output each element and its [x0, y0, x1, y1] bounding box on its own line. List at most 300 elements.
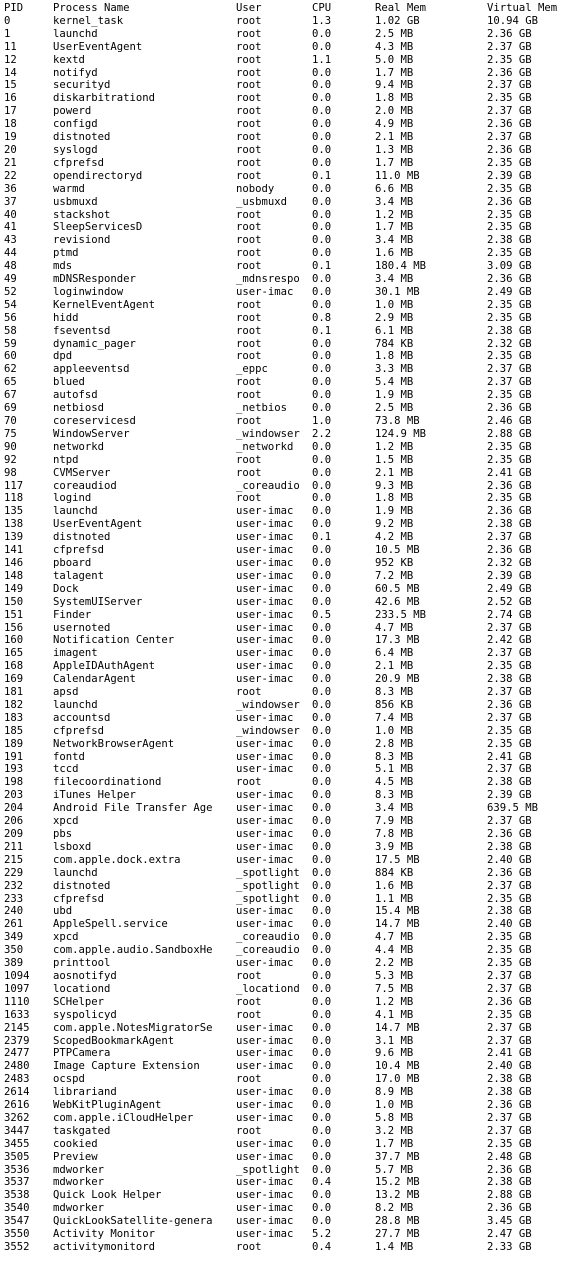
user-cell: user-imac	[236, 1228, 294, 1241]
real-mem-cell: 233.5 MB	[375, 608, 427, 621]
real-mem-cell: 1.8 MB	[375, 92, 414, 105]
table-row[interactable]	[0, 841, 575, 854]
virtual-mem-cell: 2.46 GB	[487, 415, 532, 427]
process-name-cell: accountsd	[53, 711, 111, 724]
virtual-mem-cell: 2.38 GB	[487, 234, 532, 247]
pid-cell: 1633	[4, 1008, 30, 1021]
table-row[interactable]	[0, 67, 575, 80]
user-cell: _eppc	[236, 363, 268, 376]
table-row[interactable]	[0, 260, 575, 273]
process-name-cell: launchd	[53, 698, 98, 711]
cpu-cell: 0.0	[312, 698, 332, 711]
table-row[interactable]	[0, 583, 575, 596]
process-name-cell: logind	[53, 492, 92, 505]
table-row[interactable]	[0, 789, 575, 802]
pid-cell: 193	[4, 763, 24, 776]
table-row[interactable]	[0, 931, 575, 944]
process-name-cell: syspolicyd	[53, 1008, 117, 1021]
user-cell: user-imac	[236, 1189, 294, 1202]
cpu-cell: 0.0	[312, 247, 332, 260]
user-cell: root	[236, 1241, 262, 1253]
table-row[interactable]	[0, 725, 575, 738]
process-name-cell: stackshot	[53, 208, 111, 221]
table-row[interactable]	[0, 325, 575, 338]
pid-cell: 48	[4, 260, 17, 273]
table-row[interactable]	[0, 763, 575, 776]
table-row[interactable]	[0, 957, 575, 970]
pid-cell: 160	[4, 634, 24, 647]
cpu-cell: 0.0	[312, 1060, 332, 1073]
process-name-cell: printtool	[53, 957, 111, 970]
real-mem-cell: 4.9 MB	[375, 118, 414, 131]
virtual-mem-cell: 3.45 GB	[487, 1215, 532, 1228]
process-name-cell: com.apple.iCloudHelper	[53, 1111, 194, 1124]
table-row[interactable]	[0, 234, 575, 247]
table-row[interactable]	[0, 1073, 575, 1086]
table-row[interactable]	[0, 712, 575, 725]
pid-cell: 165	[4, 647, 24, 660]
cpu-cell: 0.0	[312, 544, 332, 557]
real-mem-cell: 30.1 MB	[375, 285, 420, 298]
cpu-cell: 0.0	[312, 724, 332, 737]
user-cell: user-imac	[236, 556, 294, 569]
user-cell: _coreaudio	[236, 944, 300, 957]
user-cell: root	[236, 776, 262, 789]
user-cell: root	[236, 324, 262, 337]
user-cell: user-imac	[236, 918, 294, 931]
table-row[interactable]	[0, 544, 575, 557]
table-row[interactable]	[0, 854, 575, 867]
process-name-cell: revisiond	[53, 234, 111, 247]
real-mem-cell: 3.3 MB	[375, 363, 414, 376]
table-row[interactable]	[0, 815, 575, 828]
table-row[interactable]	[0, 492, 575, 505]
real-mem-cell: 60.5 MB	[375, 582, 420, 595]
table-row[interactable]	[0, 867, 575, 880]
cpu-cell: 0.0	[312, 453, 332, 466]
virtual-mem-cell: 2.39 GB	[487, 789, 532, 802]
cpu-cell: 0.0	[312, 1099, 332, 1112]
table-row[interactable]	[0, 118, 575, 131]
pid-cell: 2145	[4, 1021, 30, 1034]
real-mem-cell: 1.1 MB	[375, 892, 414, 905]
process-name-cell: Notification Center	[53, 634, 175, 647]
pid-cell: 58	[4, 324, 17, 337]
table-row[interactable]	[0, 776, 575, 789]
pid-cell: 117	[4, 479, 24, 492]
table-row[interactable]	[0, 28, 575, 41]
table-row[interactable]	[0, 350, 575, 363]
process-name-cell: AppleIDAuthAgent	[53, 660, 156, 673]
process-name-cell: cfprefsd	[53, 156, 105, 169]
cpu-cell: 0.0	[312, 518, 332, 531]
column-header-cpu[interactable]: CPU	[312, 2, 332, 14]
user-cell: root	[236, 1073, 262, 1086]
cpu-cell: 1.1	[312, 53, 332, 66]
real-mem-cell: 952 KB	[375, 556, 414, 569]
cpu-cell: 0.0	[312, 673, 332, 686]
real-mem-cell: 1.2 MB	[375, 995, 414, 1008]
pid-cell: 36	[4, 182, 17, 195]
cpu-cell: 0.0	[312, 156, 332, 169]
user-cell: user-imac	[236, 737, 294, 750]
table-row[interactable]	[0, 389, 575, 402]
real-mem-cell: 1.9 MB	[375, 505, 414, 518]
real-mem-cell: 1.7 MB	[375, 66, 414, 79]
virtual-mem-cell: 2.38 GB	[487, 1176, 532, 1189]
real-mem-cell: 20.9 MB	[375, 673, 420, 686]
process-name-cell: launchd	[53, 505, 98, 518]
cpu-cell: 0.0	[312, 195, 332, 208]
table-row[interactable]	[0, 970, 575, 983]
real-mem-cell: 2.9 MB	[375, 311, 414, 324]
virtual-mem-cell: 2.35 GB	[487, 350, 532, 363]
pid-cell: 92	[4, 453, 17, 466]
user-cell: _spotlight	[236, 879, 300, 892]
process-name-cell: netbiosd	[53, 402, 105, 415]
table-row[interactable]	[0, 622, 575, 635]
table-row[interactable]	[0, 1047, 575, 1060]
pid-cell: 37	[4, 195, 17, 208]
pid-cell: 70	[4, 415, 17, 427]
table-row[interactable]	[0, 1086, 575, 1099]
real-mem-cell: 5.4 MB	[375, 376, 414, 389]
virtual-mem-cell: 2.36 GB	[487, 479, 532, 492]
process-name-cell: com.apple.NotesMigratorSe	[53, 1021, 213, 1034]
pid-cell: 15	[4, 79, 17, 92]
cpu-cell: 0.0	[312, 1086, 332, 1099]
virtual-mem-cell: 2.37 GB	[487, 131, 532, 144]
process-name-cell: Dock	[53, 582, 79, 595]
virtual-mem-cell: 2.35 GB	[487, 944, 532, 957]
table-row[interactable]	[0, 209, 575, 222]
user-cell: root	[236, 169, 262, 182]
user-cell: _usbmuxd	[236, 195, 288, 208]
table-row[interactable]	[0, 79, 575, 92]
user-cell: user-imac	[236, 802, 294, 815]
cpu-cell: 0.0	[312, 234, 332, 247]
table-row[interactable]	[0, 1035, 575, 1048]
pid-cell: 1110	[4, 995, 30, 1008]
user-cell: root	[236, 234, 262, 247]
virtual-mem-cell: 2.38 GB	[487, 776, 532, 789]
cpu-cell: 0.0	[312, 750, 332, 763]
cpu-cell: 0.0	[312, 1137, 332, 1150]
table-row[interactable]	[0, 802, 575, 815]
pid-cell: 389	[4, 957, 24, 970]
table-row[interactable]	[0, 686, 575, 699]
user-cell: user-imac	[236, 711, 294, 724]
pid-cell: 141	[4, 544, 24, 557]
pid-cell: 69	[4, 402, 17, 415]
table-row[interactable]	[0, 699, 575, 712]
real-mem-cell: 11.0 MB	[375, 169, 420, 182]
pid-cell: 3550	[4, 1228, 30, 1241]
cpu-cell: 0.0	[312, 905, 332, 918]
table-row[interactable]	[0, 183, 575, 196]
real-mem-cell: 15.4 MB	[375, 905, 420, 918]
cpu-cell: 0.0	[312, 918, 332, 931]
table-row[interactable]	[0, 144, 575, 157]
virtual-mem-cell: 2.36 GB	[487, 995, 532, 1008]
table-row[interactable]	[0, 196, 575, 209]
process-name-cell: Activity Monitor	[53, 1228, 156, 1241]
user-cell: user-imac	[236, 595, 294, 608]
table-row[interactable]	[0, 918, 575, 931]
real-mem-cell: 6.6 MB	[375, 182, 414, 195]
real-mem-cell: 7.9 MB	[375, 815, 414, 828]
table-row[interactable]	[0, 299, 575, 312]
user-cell: root	[236, 686, 262, 699]
table-row[interactable]	[0, 557, 575, 570]
table-row[interactable]	[0, 92, 575, 105]
virtual-mem-cell: 2.35 GB	[487, 208, 532, 221]
pid-cell: 2480	[4, 1060, 30, 1073]
table-row[interactable]	[0, 1215, 575, 1228]
column-header-process-name[interactable]: Process Name	[53, 2, 130, 14]
pid-cell: 3537	[4, 1176, 30, 1189]
user-cell: user-imac	[236, 815, 294, 828]
virtual-mem-cell: 2.35 GB	[487, 931, 532, 944]
real-mem-cell: 4.2 MB	[375, 531, 414, 544]
process-name-cell: usbmuxd	[53, 195, 98, 208]
cpu-cell: 0.0	[312, 350, 332, 363]
column-header-pid[interactable]: PID	[4, 2, 24, 14]
user-cell: user-imac	[236, 789, 294, 802]
table-row[interactable]	[0, 996, 575, 1009]
table-row[interactable]	[0, 1228, 575, 1241]
table-row[interactable]	[0, 1176, 575, 1189]
pid-cell: 18	[4, 118, 17, 131]
cpu-cell: 0.0	[312, 982, 332, 995]
table-row[interactable]	[0, 363, 575, 376]
real-mem-cell: 1.02 GB	[375, 14, 420, 27]
table-row[interactable]	[0, 157, 575, 170]
table-row[interactable]	[0, 1241, 575, 1254]
virtual-mem-cell: 2.48 GB	[487, 1150, 532, 1163]
cpu-cell: 0.0	[312, 776, 332, 789]
virtual-mem-cell: 2.35 GB	[487, 298, 532, 311]
pid-cell: 14	[4, 66, 17, 79]
table-row[interactable]	[0, 893, 575, 906]
user-cell: root	[236, 105, 262, 118]
process-name-cell: loginwindow	[53, 285, 124, 298]
user-cell: root	[236, 298, 262, 311]
virtual-mem-cell: 2.36 GB	[487, 402, 532, 415]
pid-cell: 233	[4, 892, 24, 905]
table-row[interactable]	[0, 609, 575, 622]
table-row[interactable]	[0, 1202, 575, 1215]
cpu-cell: 0.0	[312, 789, 332, 802]
process-name-cell: UserEventAgent	[53, 40, 143, 53]
cpu-cell: 0.8	[312, 311, 332, 324]
process-name-cell: mdworker	[53, 1202, 105, 1215]
user-cell: user-imac	[236, 840, 294, 853]
table-row[interactable]	[0, 1022, 575, 1035]
table-row[interactable]	[0, 944, 575, 957]
process-name-cell: tccd	[53, 763, 79, 776]
real-mem-cell: 2.5 MB	[375, 402, 414, 415]
table-row[interactable]	[0, 518, 575, 531]
table-body	[0, 15, 575, 1254]
table-row[interactable]	[0, 376, 575, 389]
pid-cell: 2483	[4, 1073, 30, 1086]
virtual-mem-cell: 2.37 GB	[487, 105, 532, 118]
real-mem-cell: 3.4 MB	[375, 195, 414, 208]
real-mem-cell: 784 KB	[375, 337, 414, 350]
virtual-mem-cell: 2.38 GB	[487, 1073, 532, 1086]
process-name-cell: opendirectoryd	[53, 169, 143, 182]
table-row[interactable]	[0, 738, 575, 751]
table-row[interactable]	[0, 247, 575, 260]
process-name-cell: mdworker	[53, 1176, 105, 1189]
table-row[interactable]	[0, 338, 575, 351]
cpu-cell: 0.0	[312, 1124, 332, 1137]
virtual-mem-cell: 2.37 GB	[487, 621, 532, 634]
process-name-cell: ntpd	[53, 453, 79, 466]
table-row[interactable]	[0, 41, 575, 54]
cpu-cell: 0.0	[312, 828, 332, 840]
table-row[interactable]	[0, 131, 575, 144]
table-row[interactable]	[0, 673, 575, 686]
table-row[interactable]	[0, 1060, 575, 1073]
table-row[interactable]	[0, 286, 575, 299]
table-row[interactable]	[0, 1099, 575, 1112]
table-row[interactable]	[0, 428, 575, 441]
pid-cell: 52	[4, 285, 17, 298]
column-header-real-mem[interactable]: Real Mem	[375, 2, 427, 14]
process-name-cell: mds	[53, 260, 73, 273]
table-row[interactable]	[0, 480, 575, 493]
table-row[interactable]	[0, 415, 575, 428]
table-row[interactable]	[0, 54, 575, 67]
user-cell: user-imac	[236, 1202, 294, 1215]
cpu-cell: 0.0	[312, 376, 332, 389]
virtual-mem-cell: 2.38 GB	[487, 840, 532, 853]
table-row[interactable]	[0, 467, 575, 480]
real-mem-cell: 73.8 MB	[375, 415, 420, 427]
table-row[interactable]	[0, 1009, 575, 1022]
process-name-cell: dpd	[53, 350, 73, 363]
user-cell: _windowser	[236, 724, 300, 737]
pid-cell: 168	[4, 660, 24, 673]
virtual-mem-cell: 2.40 GB	[487, 1060, 532, 1073]
real-mem-cell: 13.2 MB	[375, 1189, 420, 1202]
real-mem-cell: 1.9 MB	[375, 389, 414, 402]
table-row[interactable]	[0, 828, 575, 841]
process-name-cell: coreservicesd	[53, 415, 136, 427]
table-row[interactable]	[0, 983, 575, 996]
column-header-virtual-mem[interactable]: Virtual Mem	[487, 2, 558, 14]
real-mem-cell: 1.3 MB	[375, 143, 414, 156]
column-header-user[interactable]: User	[236, 2, 262, 14]
user-cell: user-imac	[236, 1137, 294, 1150]
virtual-mem-cell: 2.35 GB	[487, 221, 532, 234]
real-mem-cell: 9.2 MB	[375, 518, 414, 531]
virtual-mem-cell: 639.5 MB	[487, 802, 539, 815]
table-row[interactable]	[0, 1138, 575, 1151]
pid-cell: 240	[4, 905, 24, 918]
process-name-cell: Android File Transfer Age	[53, 802, 213, 815]
user-cell: user-imac	[236, 1060, 294, 1073]
real-mem-cell: 8.2 MB	[375, 1202, 414, 1215]
cpu-cell: 0.0	[312, 1163, 332, 1176]
table-row[interactable]	[0, 647, 575, 660]
pid-cell: 232	[4, 879, 24, 892]
table-row[interactable]	[0, 402, 575, 415]
process-name-cell: QuickLookSatellite-genera	[53, 1215, 213, 1228]
process-name-cell: ocspd	[53, 1073, 85, 1086]
table-row[interactable]	[0, 880, 575, 893]
table-row[interactable]	[0, 1125, 575, 1138]
table-row[interactable]	[0, 1164, 575, 1177]
pid-cell: 261	[4, 918, 24, 931]
real-mem-cell: 4.7 MB	[375, 931, 414, 944]
virtual-mem-cell: 2.41 GB	[487, 1047, 532, 1060]
virtual-mem-cell: 2.36 GB	[487, 143, 532, 156]
process-name-cell: locationd	[53, 982, 111, 995]
table-row[interactable]	[0, 273, 575, 286]
cpu-cell: 0.1	[312, 260, 332, 273]
process-name-cell: Finder	[53, 608, 92, 621]
table-row[interactable]	[0, 596, 575, 609]
table-row[interactable]	[0, 1112, 575, 1125]
table-row[interactable]	[0, 170, 575, 183]
cpu-cell: 0.0	[312, 957, 332, 970]
virtual-mem-cell: 2.36 GB	[487, 866, 532, 879]
real-mem-cell: 8.9 MB	[375, 1086, 414, 1099]
table-row[interactable]	[0, 751, 575, 764]
table-row[interactable]	[0, 312, 575, 325]
table-row[interactable]	[0, 905, 575, 918]
user-cell: user-imac	[236, 647, 294, 660]
real-mem-cell: 2.1 MB	[375, 660, 414, 673]
table-row[interactable]	[0, 454, 575, 467]
table-row[interactable]	[0, 221, 575, 234]
cpu-cell: 0.0	[312, 440, 332, 453]
cpu-cell: 0.0	[312, 582, 332, 595]
cpu-cell: 0.0	[312, 1150, 332, 1163]
table-row[interactable]	[0, 505, 575, 518]
table-row[interactable]	[0, 15, 575, 28]
table-row[interactable]	[0, 660, 575, 673]
pid-cell: 0	[4, 14, 11, 27]
virtual-mem-cell: 2.74 GB	[487, 608, 532, 621]
user-cell: _mdnsrespo	[236, 273, 300, 286]
table-row[interactable]	[0, 1151, 575, 1164]
process-name-cell: warmd	[53, 182, 85, 195]
process-name-cell: xpcd	[53, 931, 79, 944]
user-cell: root	[236, 995, 262, 1008]
virtual-mem-cell: 2.32 GB	[487, 556, 532, 569]
real-mem-cell: 5.8 MB	[375, 1111, 414, 1124]
process-name-cell: notifyd	[53, 66, 98, 79]
table-row[interactable]	[0, 531, 575, 544]
table-row[interactable]	[0, 570, 575, 583]
table-row[interactable]	[0, 105, 575, 118]
table-row[interactable]	[0, 634, 575, 647]
table-row[interactable]	[0, 1189, 575, 1202]
user-cell: root	[236, 453, 262, 466]
cpu-cell: 0.4	[312, 1176, 332, 1189]
table-row[interactable]	[0, 441, 575, 454]
virtual-mem-cell: 2.37 GB	[487, 376, 532, 389]
virtual-mem-cell: 2.35 GB	[487, 182, 532, 195]
user-cell: nobody	[236, 182, 275, 195]
real-mem-cell: 17.0 MB	[375, 1073, 420, 1086]
cpu-cell: 0.0	[312, 285, 332, 298]
virtual-mem-cell: 2.37 GB	[487, 531, 532, 544]
